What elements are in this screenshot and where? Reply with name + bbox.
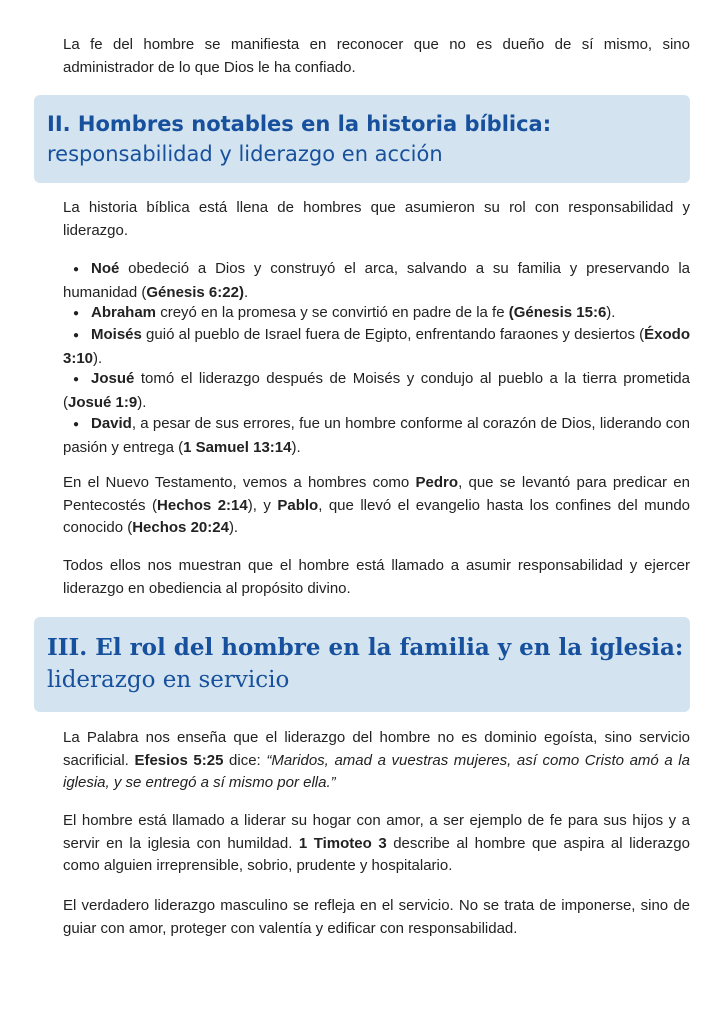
text-segment: ).	[93, 349, 103, 367]
section-heading-ii	[34, 95, 690, 183]
bullet-icon: ●	[73, 264, 80, 275]
text-segment: guió al pueblo de Israel fuera de Egipto, enfrentando faraones y desiertos (	[141, 326, 645, 343]
text-segment: ).	[137, 393, 147, 411]
bullet-icon: ●	[73, 419, 80, 430]
text-segment: ), y	[247, 496, 278, 514]
text-segment: ).	[606, 304, 616, 321]
bold-text: Abraham	[91, 304, 157, 321]
text-segment: tomó el liderazgo después de Moisés y condujo al pueblo a la tierra prometida (	[63, 370, 690, 411]
text-segment: La historia bíblica está llena de hombres que asumieron su rol con responsabilidad y liderazgo.	[63, 199, 690, 239]
bold-text: Génesis 6:22)	[146, 283, 244, 301]
bold-text: Pedro	[415, 474, 459, 491]
paragraph-ephesians	[63, 727, 690, 795]
text-segment: , que se levantó para predicar en Pentecostés (	[63, 474, 690, 514]
bullet-moises	[63, 324, 690, 370]
bullet-david	[63, 413, 690, 459]
bullet-abraham	[63, 302, 690, 326]
bold-text: David	[91, 415, 132, 432]
bullet-icon: ●	[73, 330, 80, 341]
heading-iii-title: III. El rol del hombre en la familia y en la iglesia:	[47, 634, 684, 661]
bullet-josue	[63, 368, 690, 414]
text-segment: La fe del hombre se manifiesta en reconocer que no es dueño de sí mismo, sino administrador de lo que Dios le ha confiado.	[63, 36, 690, 76]
text-segment: , a pesar de sus errores, fue un hombre conforme al corazón de Dios, liderando con pasión y entrega (	[63, 415, 690, 456]
bullet-noe	[63, 258, 690, 304]
section-heading-iii	[34, 617, 690, 712]
paragraph-new-testament	[63, 472, 690, 540]
heading-ii-subtitle: responsabilidad y liderazgo en acción	[47, 142, 443, 166]
heading-ii-title: II. Hombres notables en la historia bíblica:	[47, 112, 552, 136]
text-segment: creyó en la promesa y se convirtió en padre de la fe	[156, 304, 509, 321]
text-segment: describe al hombre que aspira al liderazgo como alguien irreprensible, sobrio, prudente y hospitalario.	[63, 834, 690, 874]
text-segment: obedeció a Dios y construyó el arca, salvando a su familia y preservando la humanidad (	[63, 260, 690, 301]
paragraph-conclusion	[63, 895, 690, 940]
bold-text: Efesios 5:25	[134, 751, 224, 769]
text-segment: , que llevó el evangelio hasta los confines del mundo conocido (	[63, 496, 691, 536]
bold-text: Josué	[91, 370, 135, 387]
text-segment: En el Nuevo Testamento, vemos a hombres como	[63, 474, 416, 491]
heading-iii-subtitle: liderazgo en servicio	[47, 667, 290, 693]
bold-text: 1 Samuel 13:14	[183, 438, 292, 456]
bold-text: Éxodo 3:10	[63, 326, 690, 367]
bold-text: 1 Timoteo 3	[298, 834, 387, 852]
paragraph-timothy	[63, 810, 690, 878]
bullet-icon: ●	[73, 308, 80, 319]
bold-text: Pablo	[277, 496, 319, 514]
bold-text: Moisés	[91, 326, 142, 343]
text-segment: dice:	[223, 751, 267, 769]
text-segment: El verdadero liderazgo masculino se refleja en el servicio. No se trata de imponerse, sino de guiar con amor, proteger con valentía y edificar con responsabilidad.	[63, 897, 690, 937]
bold-text: Hechos 2:14	[157, 496, 248, 514]
bold-text: (Génesis 15:6	[508, 304, 607, 321]
bullet-icon: ●	[73, 374, 80, 385]
text-segment: La Palabra nos enseña que el liderazgo del hombre no es dominio egoísta, sino servicio sacrificial.	[63, 729, 690, 769]
text-segment: El hombre está llamado a liderar su hogar con amor, a ser ejemplo de fe para sus hijos y a servir en la iglesia con humildad.	[63, 812, 690, 852]
paragraph-summary	[63, 555, 690, 600]
italic-quote: “Maridos, amad a vuestras mujeres, así como Cristo amó a la iglesia, y se entregó a sí mismo por ella.”	[63, 751, 690, 791]
text-segment: Todos ellos nos muestran que el hombre está llamado a asumir responsabilidad y ejercer liderazgo en obediencia al propósito divino.	[63, 557, 690, 597]
bold-text: Noé	[91, 260, 120, 277]
text-segment: ).	[228, 519, 239, 536]
text-segment: ).	[291, 438, 301, 456]
bold-text: Hechos 20:24	[132, 519, 229, 536]
text-segment: .	[243, 283, 249, 301]
bold-text: Josué 1:9	[68, 393, 138, 411]
paragraph-intro	[63, 34, 690, 79]
paragraph-history	[63, 197, 690, 242]
